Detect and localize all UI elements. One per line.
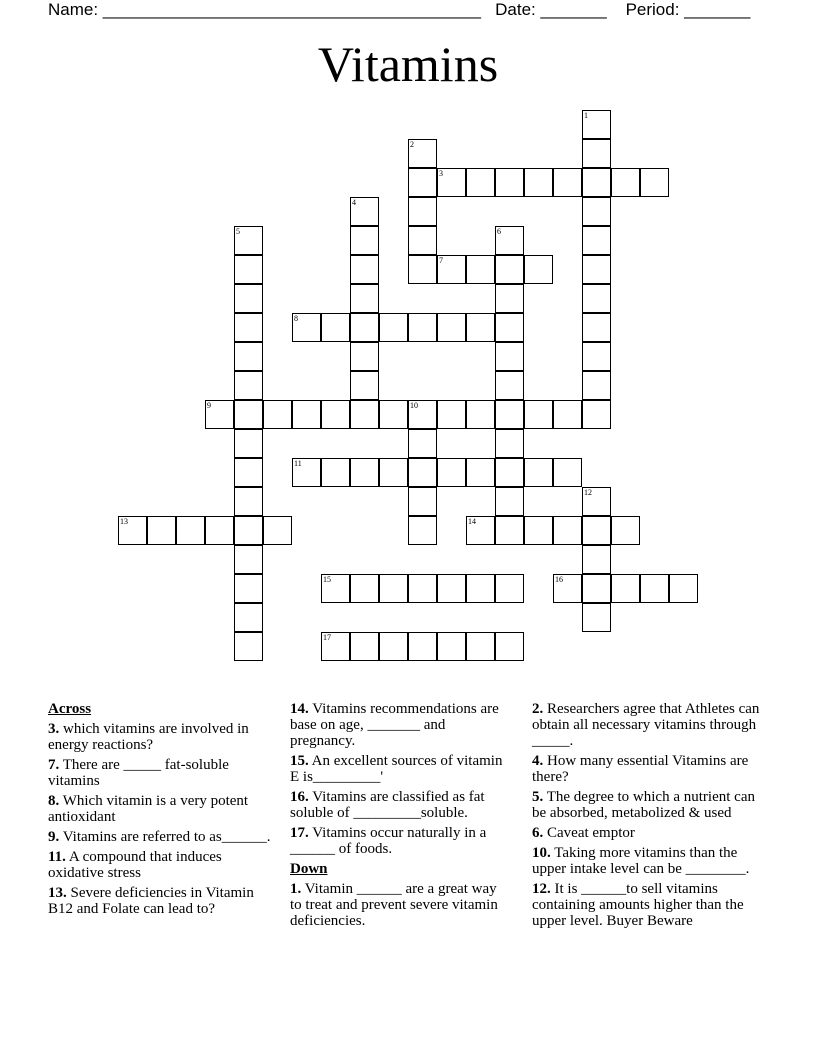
grid-cell[interactable]	[495, 168, 524, 197]
grid-cell[interactable]	[147, 516, 176, 545]
grid-cell[interactable]	[234, 429, 263, 458]
grid-cell[interactable]	[524, 458, 553, 487]
grid-cell[interactable]	[582, 226, 611, 255]
clue-across-11: 11. A compound that induces oxidative stress	[48, 849, 222, 881]
grid-cell[interactable]	[495, 284, 524, 313]
grid-cell[interactable]	[611, 574, 640, 603]
grid-cell[interactable]	[379, 400, 408, 429]
grid-cell[interactable]	[466, 255, 495, 284]
cell-number: 17	[323, 633, 331, 642]
grid-cell[interactable]	[408, 226, 437, 255]
grid-cell[interactable]	[408, 197, 437, 226]
grid-cell[interactable]	[582, 603, 611, 632]
grid-cell[interactable]	[495, 342, 524, 371]
grid-cell[interactable]	[553, 168, 582, 197]
grid-cell[interactable]	[234, 284, 263, 313]
clue-column-3	[532, 701, 768, 933]
grid-cell[interactable]	[524, 168, 553, 197]
grid-cell[interactable]	[582, 371, 611, 400]
grid-cell[interactable]	[582, 284, 611, 313]
grid-cell[interactable]	[292, 313, 321, 342]
grid-cell[interactable]	[495, 371, 524, 400]
grid-cell[interactable]	[582, 400, 611, 429]
grid-cell[interactable]	[292, 458, 321, 487]
grid-cell[interactable]	[350, 342, 379, 371]
name-date-period-line: Name: ________________________________________ Date: _______ Period: _______	[48, 0, 751, 19]
grid-cell[interactable]	[176, 516, 205, 545]
down-heading: Down	[290, 861, 328, 877]
grid-cell[interactable]	[408, 487, 437, 516]
clue-down-10: 10. Taking more vitamins than the upper intake level can be ________.	[532, 845, 750, 877]
clue-down-6: 6. Caveat emptor	[532, 825, 635, 841]
grid-cell[interactable]	[408, 632, 437, 661]
grid-cell[interactable]	[582, 313, 611, 342]
grid-cell[interactable]	[205, 516, 234, 545]
cell-number: 7	[439, 256, 443, 265]
grid-cell[interactable]	[350, 400, 379, 429]
grid-cell[interactable]	[263, 400, 292, 429]
grid-cell[interactable]	[553, 516, 582, 545]
grid-cell[interactable]	[582, 168, 611, 197]
grid-cell[interactable]	[350, 197, 379, 226]
grid-cell[interactable]	[234, 632, 263, 661]
cell-number: 11	[294, 459, 302, 468]
clue-down-2: 2. Researchers agree that Athletes can obtain all necessary vitamins through _____.	[532, 701, 760, 749]
cell-number: 5	[236, 227, 240, 236]
cell-number: 2	[410, 140, 414, 149]
grid-cell[interactable]	[466, 168, 495, 197]
grid-cell[interactable]	[582, 516, 611, 545]
grid-cell[interactable]	[379, 574, 408, 603]
clue-down-5: 5. The degree to which a nutrient can be absorbed, metabolized & used	[532, 789, 755, 821]
cell-number: 3	[439, 169, 443, 178]
grid-cell[interactable]	[379, 632, 408, 661]
grid-cell[interactable]	[205, 400, 234, 429]
grid-cell[interactable]	[495, 574, 524, 603]
grid-cell[interactable]	[408, 313, 437, 342]
grid-cell[interactable]	[408, 429, 437, 458]
grid-cell[interactable]	[234, 516, 263, 545]
grid-cell[interactable]	[582, 197, 611, 226]
grid-cell[interactable]	[611, 168, 640, 197]
cell-number: 6	[497, 227, 501, 236]
grid-cell[interactable]	[582, 487, 611, 516]
grid-cell[interactable]	[669, 574, 698, 603]
cell-number: 1	[584, 111, 588, 120]
grid-cell[interactable]	[234, 371, 263, 400]
clue-across-15: 15. An excellent sources of vitamin E is_________'	[290, 753, 503, 785]
clue-across-7: 7. There are _____ fat-soluble vitamins	[48, 757, 229, 789]
clue-down-12: 12. It is ______to sell vitamins containing amounts higher than the upper level. Buyer Beware	[532, 881, 744, 929]
grid-cell[interactable]	[408, 458, 437, 487]
grid-cell[interactable]	[495, 400, 524, 429]
grid-cell[interactable]	[263, 516, 292, 545]
clue-down-4: 4. How many essential Vitamins are there?	[532, 753, 749, 785]
grid-cell[interactable]	[640, 168, 669, 197]
cell-number: 13	[120, 517, 128, 526]
grid-cell[interactable]	[495, 516, 524, 545]
grid-cell[interactable]	[466, 574, 495, 603]
grid-cell[interactable]	[553, 458, 582, 487]
clue-across-13: 13. Severe deficiencies in Vitamin B12 and Folate can lead to?	[48, 885, 254, 917]
grid-cell[interactable]	[408, 139, 437, 168]
grid-cell[interactable]	[379, 313, 408, 342]
grid-cell[interactable]	[611, 516, 640, 545]
grid-cell[interactable]	[495, 429, 524, 458]
grid-cell[interactable]	[437, 574, 466, 603]
puzzle-title: Vitamins	[317, 36, 499, 92]
grid-cell[interactable]	[350, 458, 379, 487]
grid-cell[interactable]	[582, 545, 611, 574]
grid-cell[interactable]	[437, 168, 466, 197]
grid-cell[interactable]	[408, 255, 437, 284]
grid-cell[interactable]	[495, 226, 524, 255]
grid-cell[interactable]	[234, 487, 263, 516]
cell-number: 15	[323, 575, 331, 584]
grid-cell[interactable]	[321, 632, 350, 661]
grid-cell[interactable]	[495, 487, 524, 516]
cell-number: 10	[410, 401, 418, 410]
grid-cell[interactable]	[234, 574, 263, 603]
grid-cell[interactable]	[350, 632, 379, 661]
grid-cell[interactable]	[437, 400, 466, 429]
clue-across-8: 8. Which vitamin is a very potent antioxidant	[48, 793, 249, 825]
grid-cell[interactable]	[408, 168, 437, 197]
clue-across-9: 9. Vitamins are referred to as______.	[48, 829, 271, 845]
grid-cell[interactable]	[350, 226, 379, 255]
grid-cell[interactable]	[582, 342, 611, 371]
grid-cell[interactable]	[553, 400, 582, 429]
grid-cell[interactable]	[582, 139, 611, 168]
grid-cell[interactable]	[234, 545, 263, 574]
cell-number: 8	[294, 314, 298, 323]
grid-cell[interactable]	[640, 574, 669, 603]
grid-cell[interactable]	[350, 313, 379, 342]
cell-number: 4	[352, 198, 356, 207]
cell-number: 14	[468, 517, 476, 526]
across-heading: Across	[48, 701, 92, 717]
grid-cell[interactable]	[495, 313, 524, 342]
grid-cell[interactable]	[321, 574, 350, 603]
grid-cell[interactable]	[495, 255, 524, 284]
grid-cell[interactable]	[321, 313, 350, 342]
grid-cell[interactable]	[466, 458, 495, 487]
clue-across-3: 3. which vitamins are involved in energy reactions?	[48, 721, 249, 753]
grid-cell[interactable]	[524, 255, 553, 284]
grid-cell[interactable]	[466, 632, 495, 661]
grid-cell[interactable]	[234, 342, 263, 371]
grid-cell[interactable]	[437, 313, 466, 342]
grid-cell[interactable]	[350, 284, 379, 313]
grid-cell[interactable]	[582, 255, 611, 284]
grid-cell[interactable]	[321, 400, 350, 429]
cell-number: 9	[207, 401, 211, 410]
grid-cell[interactable]	[408, 516, 437, 545]
grid-cell[interactable]	[408, 400, 437, 429]
clue-down-1: 1. Vitamin ______ are a great way to treat and prevent severe vitamin deficiencies.	[290, 881, 498, 929]
grid-cell[interactable]	[495, 458, 524, 487]
grid-cell[interactable]	[495, 632, 524, 661]
grid-cell[interactable]	[466, 400, 495, 429]
grid-cell[interactable]	[350, 255, 379, 284]
cell-number: 12	[584, 488, 592, 497]
grid-cell[interactable]	[292, 400, 321, 429]
clue-across-14: 14. Vitamins recommendations are base on age, _______ and pregnancy.	[290, 701, 499, 749]
grid-cell[interactable]	[524, 516, 553, 545]
grid-cell[interactable]	[408, 574, 437, 603]
grid-cell[interactable]	[582, 110, 611, 139]
clue-across-17: 17. Vitamins occur naturally in a ______ of foods.	[290, 825, 487, 857]
grid-cell[interactable]	[582, 574, 611, 603]
clue-across-16: 16. Vitamins are classified as fat soluble of _________soluble.	[290, 789, 485, 821]
clue-column-2	[290, 701, 510, 933]
grid-cell[interactable]	[466, 313, 495, 342]
grid-cell[interactable]	[553, 574, 582, 603]
grid-cell[interactable]	[379, 458, 408, 487]
grid-cell[interactable]	[437, 632, 466, 661]
grid-cell[interactable]	[321, 458, 350, 487]
grid-cell[interactable]	[234, 400, 263, 429]
grid-cell[interactable]	[234, 313, 263, 342]
grid-cell[interactable]	[524, 400, 553, 429]
clue-column-1	[48, 701, 273, 921]
grid-cell[interactable]	[350, 371, 379, 400]
grid-cell[interactable]	[437, 458, 466, 487]
grid-cell[interactable]	[466, 516, 495, 545]
grid-cell[interactable]	[234, 226, 263, 255]
grid-cell[interactable]	[118, 516, 147, 545]
grid-cell[interactable]	[350, 574, 379, 603]
grid-cell[interactable]	[234, 255, 263, 284]
grid-cell[interactable]	[234, 458, 263, 487]
grid-cell[interactable]	[437, 255, 466, 284]
cell-number: 16	[555, 575, 563, 584]
grid-cell[interactable]	[234, 603, 263, 632]
